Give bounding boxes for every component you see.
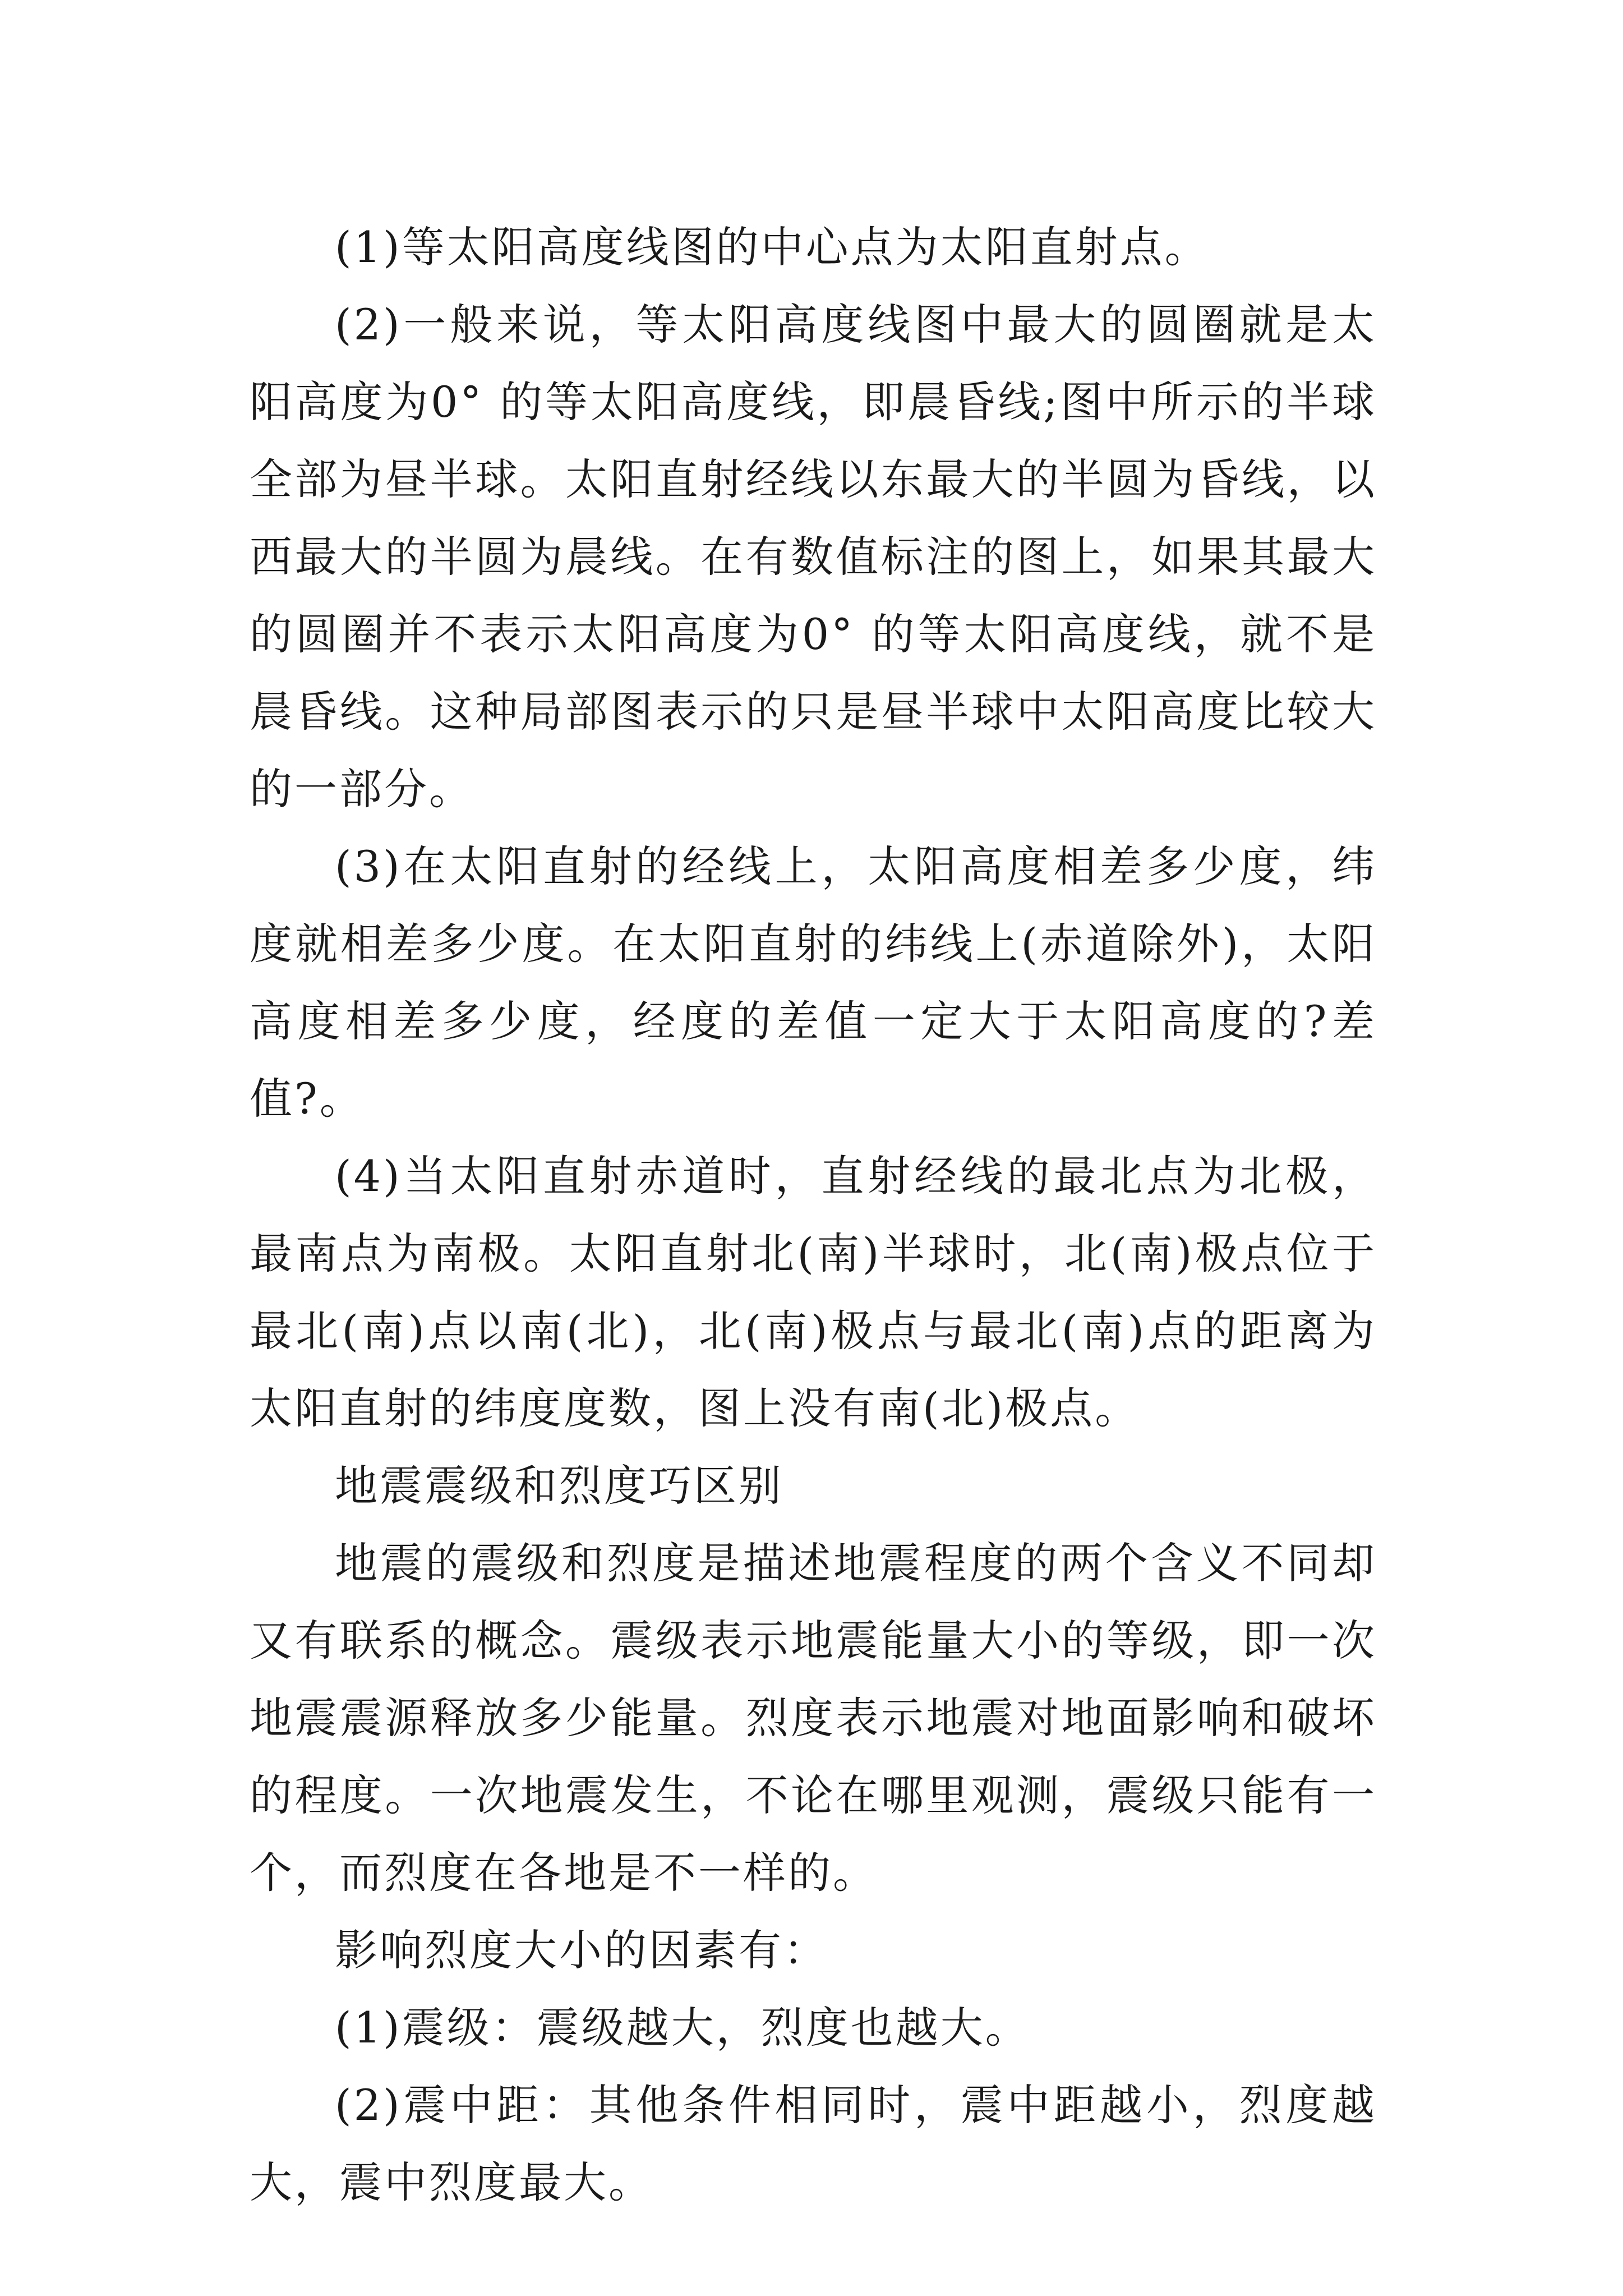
paragraph-poles: (4)当太阳直射赤道时，直射经线的最北点为北极，最南点为南极。太阳直射北(南)半球时，北(南)极点位于最北(南)点以南(北)，北(南)极点与最北(南)点的距离为太阳直射的纬度度数，图上没有南(北)极点。 bbox=[250, 1151, 1377, 1433]
paragraph-factors-intro: 影响烈度大小的因素有： bbox=[335, 1925, 828, 1975]
paragraph-factor-distance: (2)震中距：其他条件相同时，震中距越小，烈度越大，震中烈度最大。 bbox=[250, 2080, 1377, 2207]
paragraph-isoline-center: (1)等太阳高度线图的中心点为太阳直射点。 bbox=[335, 222, 1210, 272]
paragraph-factor-magnitude: (1)震级：震级越大，烈度也越大。 bbox=[335, 2003, 1030, 2053]
paragraph-magnitude-intensity: 地震的震级和烈度是描述地震程度的两个含义不同却又有联系的概念。震级表示地震能量大小的等级，即一次地震震源释放多少能量。烈度表示地震对地面影响和破坏的程度。一次地震发生，不论在哪里观测，震级只能有一个，而烈度在各地是不一样的。 bbox=[250, 1538, 1377, 1898]
paragraph-latitude-longitude: (3)在太阳直射的经线上，太阳高度相差多少度，纬度就相差多少度。在太阳直射的纬线上(赤道除外)，太阳高度相差多少度，经度的差值一定大于太阳高度的?差值?。 bbox=[250, 841, 1377, 1124]
paragraph-terminator: (2)一般来说，等太阳高度线图中最大的圆圈就是太阳高度为0° 的等太阳高度线，即晨昏线;图中所示的半球全部为昼半球。太阳直射经线以东最大的半圆为昏线，以西最大的半圆为晨线。在有数值标注的图上，如果其最大的圆圈并不表示太阳高度为0° 的等太阳高度线，就不是晨昏线。这种局部图表示的只是昼半球中太阳高度比较大的一部分。 bbox=[250, 300, 1377, 814]
section-heading-earthquake: 地震震级和烈度巧区别 bbox=[335, 1461, 783, 1511]
document-body bbox=[250, 209, 1377, 2221]
